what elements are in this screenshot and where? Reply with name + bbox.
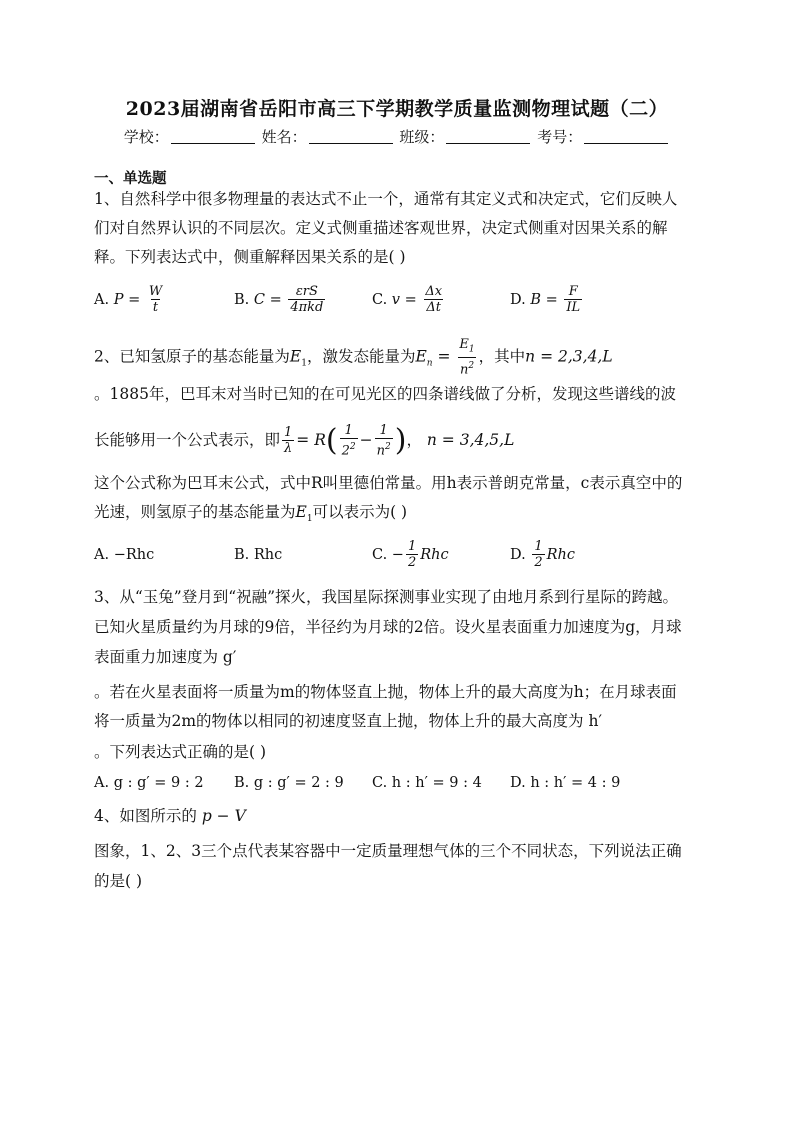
q4-line: 4、如图所示的 p − V — [94, 807, 246, 825]
fraction: $\frac{\Delta x}{\Delta t}$ — [425, 284, 443, 315]
q1-line: 们对自然界认识的不同层次。定义式侧重描述客观世界，决定式侧重对因果关系的解 — [94, 219, 668, 237]
fraction: $\frac{1}{2}$ — [534, 539, 543, 570]
class-label: 班级： — [399, 128, 445, 146]
q2-option-b[interactable]: B. Rhc — [234, 547, 283, 563]
q2-line: 光速，则氢原子的基态能量为$E_1$可以表示为( ) — [94, 503, 408, 525]
exam-number-blank[interactable] — [584, 129, 668, 144]
q3-line: 将一质量为2m的物体以相同的初速度竖直上抛，物体上升的最大高度为 h′ — [94, 712, 602, 730]
q3-line: 3、从“玉兔”登月到“祝融”探火，我国星际探测事业实现了由地月系到行星际的跨越。 — [94, 588, 679, 606]
q2-line: 这个公式称为巴耳末公式，式中R叫里德伯常量。用h表示普朗克常量，c表示真空中的 — [94, 474, 683, 492]
q3-option-d[interactable]: D. h : h′ = 4 : 9 — [510, 775, 621, 791]
exam-title: 2023届湖南省岳阳市高三下学期教学质量监测物理试题（二） — [125, 98, 669, 120]
q1-option-a[interactable]: A. P = $\frac{W}{t}$ — [94, 284, 163, 315]
school-blank[interactable] — [171, 129, 255, 144]
q2-options — [94, 537, 704, 573]
section-title: 一、单选题 — [94, 170, 167, 187]
fraction: $\frac{1}{n^2}$ — [376, 423, 391, 459]
q3-options — [94, 765, 704, 801]
fraction: $\frac{W}{t}$ — [148, 284, 163, 315]
q2-option-a[interactable]: A. −Rhc — [94, 547, 155, 563]
q4-line: 的是( ) — [94, 872, 143, 890]
student-info-row — [0, 126, 794, 147]
name-blank[interactable] — [309, 129, 393, 144]
fraction: $\frac{1}{2^2}$ — [341, 423, 356, 459]
q1-options — [94, 282, 704, 318]
q1-option-b[interactable]: B. C = $\frac{\text{εrS}}{\text{4πkd}}$ — [234, 284, 324, 315]
q3-option-c[interactable]: C. h : h′ = 9 : 4 — [372, 775, 482, 791]
name-label: 姓名： — [261, 128, 307, 146]
q3-line: 。下列表达式正确的是( ) — [94, 743, 267, 761]
q4-line: 图象，1、2、3三个点代表某容器中一定质量理想气体的三个不同状态，下列说法正确 — [94, 842, 682, 860]
fraction: $\frac{1}{\lambda}$ — [284, 425, 293, 457]
q1-line: 释。下列表达式中，侧重解释因果关系的是( ) — [94, 248, 406, 266]
q2-option-d[interactable]: D. $\frac{1}{2}$ Rhc — [510, 539, 575, 570]
q3-option-b[interactable]: B. g : g′ = 2 : 9 — [234, 775, 344, 791]
fraction: $\frac{E_1}{n^2}$ — [459, 337, 475, 377]
q2-line: 2、已知氢原子的基态能量为$E_1$，激发态能量为$E_n$ = $\frac{E_1}{n^2}$ ，其中n = 2,3,4,L — [94, 337, 613, 377]
fraction: $\frac{F}{IL}$ — [566, 284, 581, 315]
q2-line: 长能够用一个公式表示，即 $\frac{1}{\lambda}$ = R( $\frac{1}{2^2}$ − $\frac{1}{n^2}$ )， n = 3,4,5,L — [94, 423, 515, 459]
fraction: $\frac{1}{2}$ — [407, 539, 417, 570]
q3-line: 。若在火星表面将一质量为m的物体竖直上抛，物体上升的最大高度为h；在月球表面 — [94, 683, 677, 701]
class-blank[interactable] — [446, 129, 530, 144]
q3-line: 表面重力加速度为 g′ — [94, 648, 237, 666]
q3-option-a[interactable]: A. g : g′ = 9 : 2 — [94, 775, 204, 791]
q2-line: 。1885年，巴耳末对当时已知的在可见光区的四条谱线做了分析，发现这些谱线的波 — [94, 385, 676, 403]
q2-option-c[interactable]: C. − $\frac{1}{2}$ Rhc — [372, 539, 449, 570]
q3-line: 已知火星质量约为月球的9倍，半径约为月球的2倍。设火星表面重力加速度为g，月球 — [94, 618, 682, 636]
fraction: $\frac{\text{εrS}}{\text{4πkd}}$ — [290, 284, 324, 315]
q1-option-d[interactable]: D. B = $\frac{F}{IL}$ — [510, 284, 581, 315]
school-label: 学校： — [123, 128, 169, 146]
exam-number-label: 考号： — [537, 128, 583, 146]
q1-line: 1、自然科学中很多物理量的表达式不止一个，通常有其定义式和决定式，它们反映人 — [94, 190, 678, 208]
q1-option-c[interactable]: C. v = $\frac{\Delta x}{\Delta t}$ — [372, 284, 443, 315]
